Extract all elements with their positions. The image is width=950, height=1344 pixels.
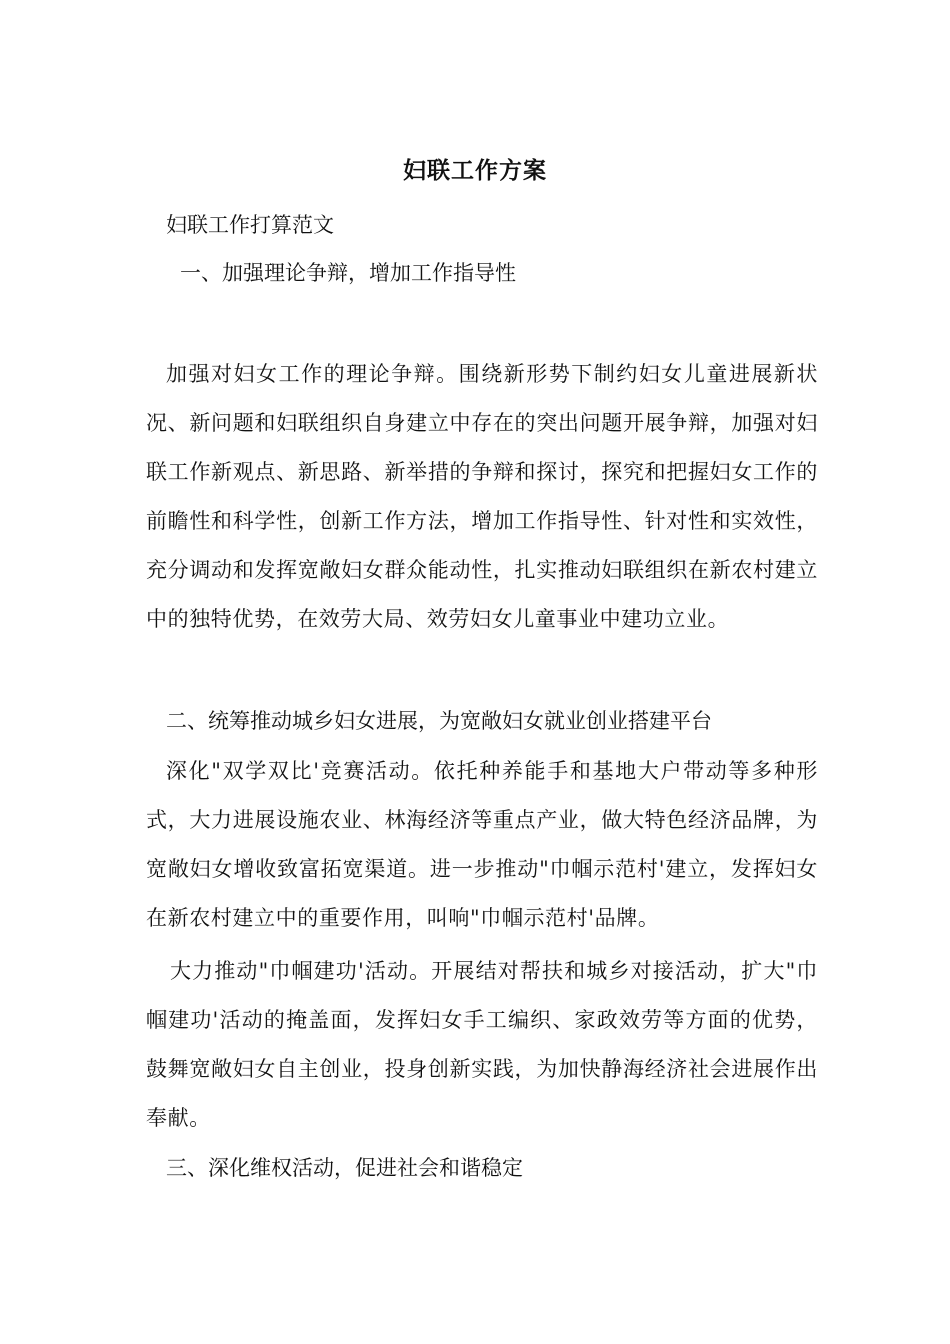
document-title: 妇联工作方案 bbox=[403, 157, 547, 184]
document-subtitle: 妇联工作打算范文 bbox=[166, 213, 334, 237]
section-paragraph-2a: 深化"双学双比'竞赛活动。依托种养能手和基地大户带动等多种形式，大力进展设施农业、林海经济等重点产业，做大特色经济品牌，为宽敞妇女增收致富拓宽渠道。进一步推动"巾帼示范村'建立，发挥妇女在新农村建立中的重要作用，叫响"巾帼示范村'品牌。 bbox=[146, 759, 818, 930]
section-heading-1: 一、加强理论争辩，增加工作指导性 bbox=[180, 261, 516, 285]
section-heading-2: 二、统筹推动城乡妇女进展，为宽敞妇女就业创业搭建平台 bbox=[166, 709, 712, 733]
section-heading-3: 三、深化维权活动，促进社会和谐稳定 bbox=[166, 1156, 523, 1180]
section-paragraph-2b: 大力推动"巾帼建功'活动。开展结对帮扶和城乡对接活动，扩大"巾帼建功'活动的掩盖面，发挥妇女手工编织、家政效劳等方面的优势，鼓舞宽敞妇女自主创业，投身创新实践，为加快静海经济社会进展作出奉献。 bbox=[146, 959, 818, 1130]
section-paragraph-1: 加强对妇女工作的理论争辩。围绕新形势下制约妇女儿童进展新状况、新问题和妇联组织自身建立中存在的突出问题开展争辩，加强对妇联工作新观点、新思路、新举措的争辩和探讨，探究和把握妇女工作的前瞻性和科学性，创新工作方法，增加工作指导性、针对性和实效性，充分调动和发挥宽敞妇女群众能动性，扎实推动妇联组织在新农村建立中的独特优势，在效劳大局、效劳妇女儿童事业中建功立业。 bbox=[146, 362, 818, 631]
